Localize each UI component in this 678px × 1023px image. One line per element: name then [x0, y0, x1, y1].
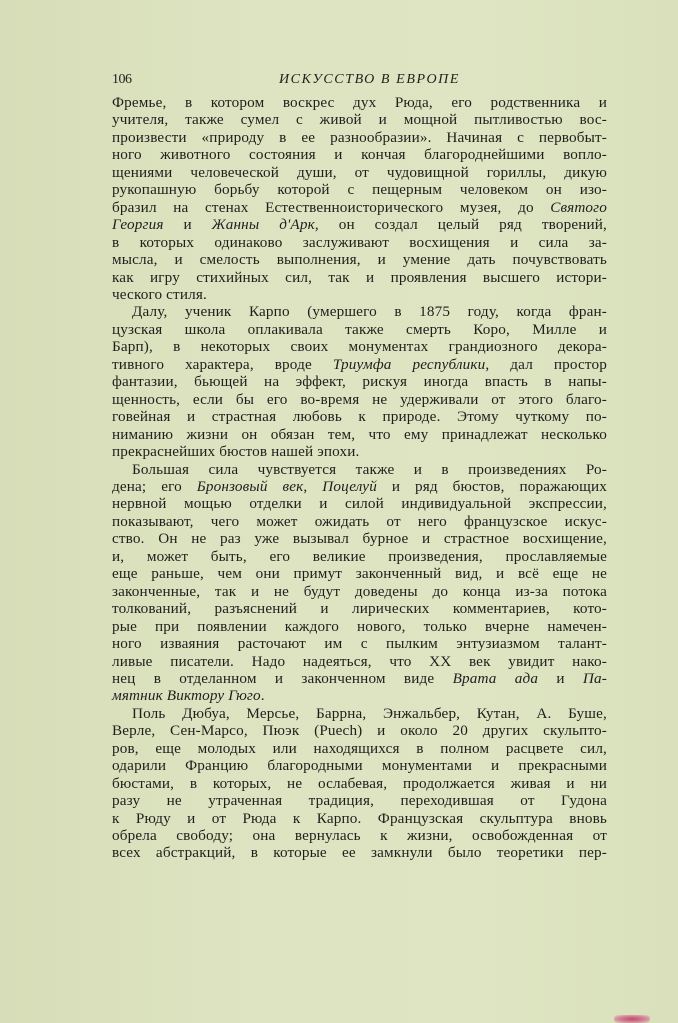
- text-line: [112, 740, 607, 757]
- text-run: Верле, Сен-Марсо, Пюэк (Puech) и около 20 других скульпто-: [112, 722, 607, 740]
- body-text: [112, 94, 607, 862]
- text-line: [112, 146, 607, 163]
- text-run: ство. Он не раз уже вызывал бурное и страстное восхищение,: [112, 530, 607, 548]
- text-line: [112, 181, 607, 198]
- italic-title: Святого: [550, 198, 607, 216]
- text-run: говейная и страстная любовь к природе. Этому чуткому по-: [112, 408, 607, 426]
- text-run: к Рюду и от Рюда к Карпо. Французская скульптура вновь: [112, 809, 607, 827]
- text-run: Фремье, в котором воскрес дух Рюда, его родственника и: [112, 94, 607, 111]
- text-line: [112, 513, 607, 530]
- text-run: произвести «природу в ее разнообразии». Начиная с первобыт-: [112, 128, 607, 146]
- text-line: [112, 216, 607, 233]
- text-run: прекраснейших бюстов нашей эпохи.: [112, 443, 360, 461]
- text-run: нец в отделанном и законченном виде: [112, 669, 453, 687]
- text-line: [112, 94, 607, 111]
- text-run: ного изваяния расточают им с пылким энтузиазмом талант-: [112, 635, 607, 653]
- text-line: [112, 111, 607, 128]
- text-line: [112, 303, 607, 320]
- text-line: [112, 635, 607, 652]
- text-run: ниманию жизни он обязан тем, что ему принадлежат несколько: [112, 425, 607, 443]
- italic-title: Врата ада: [452, 669, 539, 687]
- text-line: [112, 391, 607, 408]
- italic-title: Па-: [582, 669, 607, 687]
- text-line: [112, 129, 607, 146]
- text-line: [112, 810, 607, 827]
- text-run: , дал простор: [485, 355, 607, 373]
- text-run: ческого стиля.: [112, 285, 207, 303]
- paragraph: [112, 303, 607, 460]
- italic-title: Георгия: [112, 216, 164, 234]
- text-run: рукопашную борьбу которой с пещерным человеком он изо-: [112, 181, 607, 199]
- italic-title: Поцелуй: [322, 477, 377, 495]
- text-run: тивного характера, вроде: [112, 355, 333, 373]
- text-line: [112, 426, 607, 443]
- text-run: .: [260, 687, 265, 705]
- text-line: [112, 495, 607, 512]
- text-line: [112, 565, 607, 582]
- text-run: обрела свободу; она вернулась к жизни, освобожденная от: [112, 827, 607, 845]
- text-run: цузская школа оплакивала также смерть Коро, Милле и: [112, 320, 607, 338]
- text-run: фантазии, бьющей на эффект, рискуя иногда впасть в напы-: [112, 373, 607, 391]
- text-run: дена; его: [112, 477, 197, 495]
- text-line: [112, 827, 607, 844]
- text-run: ного животного состояния и кончая благороднейшими вопло-: [112, 146, 607, 164]
- text-run: разу не утраченная традиция, переходившая от Гудона: [112, 792, 607, 810]
- text-run: щенность, если бы его во-время не удерживали от этого благо-: [112, 390, 607, 408]
- page-stain: [614, 1015, 650, 1023]
- paragraph: [112, 461, 607, 705]
- text-line: [112, 356, 607, 373]
- text-run: толкований, разъяснений и лирических комментариев, кото-: [112, 600, 607, 618]
- text-line: [112, 844, 607, 861]
- text-line: [112, 443, 607, 460]
- text-line: [112, 792, 607, 809]
- text-run: как игру стихийных сил, так и проявления высшего истори-: [112, 268, 607, 286]
- italic-title: мятник Виктору Гюго: [112, 687, 261, 705]
- book-page: [112, 70, 607, 862]
- paragraph: [112, 94, 607, 303]
- text-run: и: [163, 216, 212, 234]
- running-head: [112, 70, 607, 92]
- text-line: [112, 670, 607, 687]
- text-line: [112, 530, 607, 547]
- text-run: нервной мощью отделки и силой индивидуальной экспрессии,: [112, 495, 607, 513]
- text-run: ливые писатели. Надо надеяться, что XX век увидит нако-: [112, 652, 607, 670]
- text-run: еще раньше, чем они примут законченный вид, и всё еще не: [112, 565, 607, 583]
- text-run: и: [538, 669, 583, 687]
- page-number: 106: [112, 72, 132, 87]
- text-line: [112, 373, 607, 390]
- text-line: [112, 461, 607, 478]
- text-run: , он создал целый ряд творений,: [314, 216, 608, 234]
- text-line: [112, 321, 607, 338]
- text-line: [112, 583, 607, 600]
- text-run: ров, еще молодых или находящихся в полном расцвете сил,: [112, 739, 607, 757]
- text-line: [112, 338, 607, 355]
- text-run: Далу, ученик Карпо (умершего в 1875 году, когда фран-: [132, 303, 607, 321]
- running-title: ИСКУССТВО В ЕВРОПЕ: [278, 72, 461, 87]
- text-line: [112, 251, 607, 268]
- text-run: бюстами, в которых, не ослабевая, продолжается живая и ни: [112, 774, 607, 792]
- text-line: [112, 408, 607, 425]
- text-line: [112, 653, 607, 670]
- text-run: щениями человеческой души, от чудовищной гориллы, дикую: [112, 163, 607, 181]
- text-run: Поль Дюбуа, Мерсье, Баррна, Энжальбер, Кутан, А. Буше,: [132, 704, 607, 722]
- text-line: [112, 775, 607, 792]
- text-line: [112, 618, 607, 635]
- text-run: одарили Францию благородными монументами и прекрасными: [112, 757, 607, 775]
- italic-title: Жанны д'Арк: [211, 216, 315, 234]
- text-line: [112, 199, 607, 216]
- text-line: [112, 757, 607, 774]
- text-run: и, может быть, его великие произведения, прославляемые: [112, 547, 607, 565]
- italic-title: Бронзовый век: [196, 477, 304, 495]
- italic-title: Триумфа республики: [332, 355, 486, 373]
- text-run: ,: [303, 477, 323, 495]
- text-run: в которых одинаково заслуживают восхищения и сила за-: [112, 233, 607, 251]
- text-line: [112, 687, 607, 704]
- text-line: [112, 286, 607, 303]
- text-line: [112, 478, 607, 495]
- text-run: учителя, также сумел с живой и мощной пытливостью вос-: [112, 111, 607, 129]
- text-run: Барп), в некоторых своих монументах грандиозного декора-: [112, 338, 607, 356]
- text-line: [112, 705, 607, 722]
- text-line: [112, 548, 607, 565]
- text-run: Большая сила чувствуется также и в произведениях Ро-: [132, 460, 607, 478]
- text-run: законченные, так и не будут доведены до конца из-за потока: [112, 582, 607, 600]
- text-line: [112, 722, 607, 739]
- text-run: рые при появлении каждого нового, только вчерне намечен-: [112, 617, 607, 635]
- paragraph: [112, 705, 607, 862]
- text-run: всех абстракций, в которые ее замкнули было теоретики пер-: [112, 844, 607, 862]
- text-line: [112, 269, 607, 286]
- text-run: показывают, чего может ожидать от него французское искус-: [112, 512, 607, 530]
- text-run: бразил на стенах Естественноисторического музея, до: [112, 198, 551, 216]
- text-line: [112, 164, 607, 181]
- text-run: мысла, и смелость выполнения, и умение дать почувствовать: [112, 251, 607, 269]
- text-line: [112, 234, 607, 251]
- text-run: и ряд бюстов, поражающих: [376, 477, 607, 495]
- text-line: [112, 600, 607, 617]
